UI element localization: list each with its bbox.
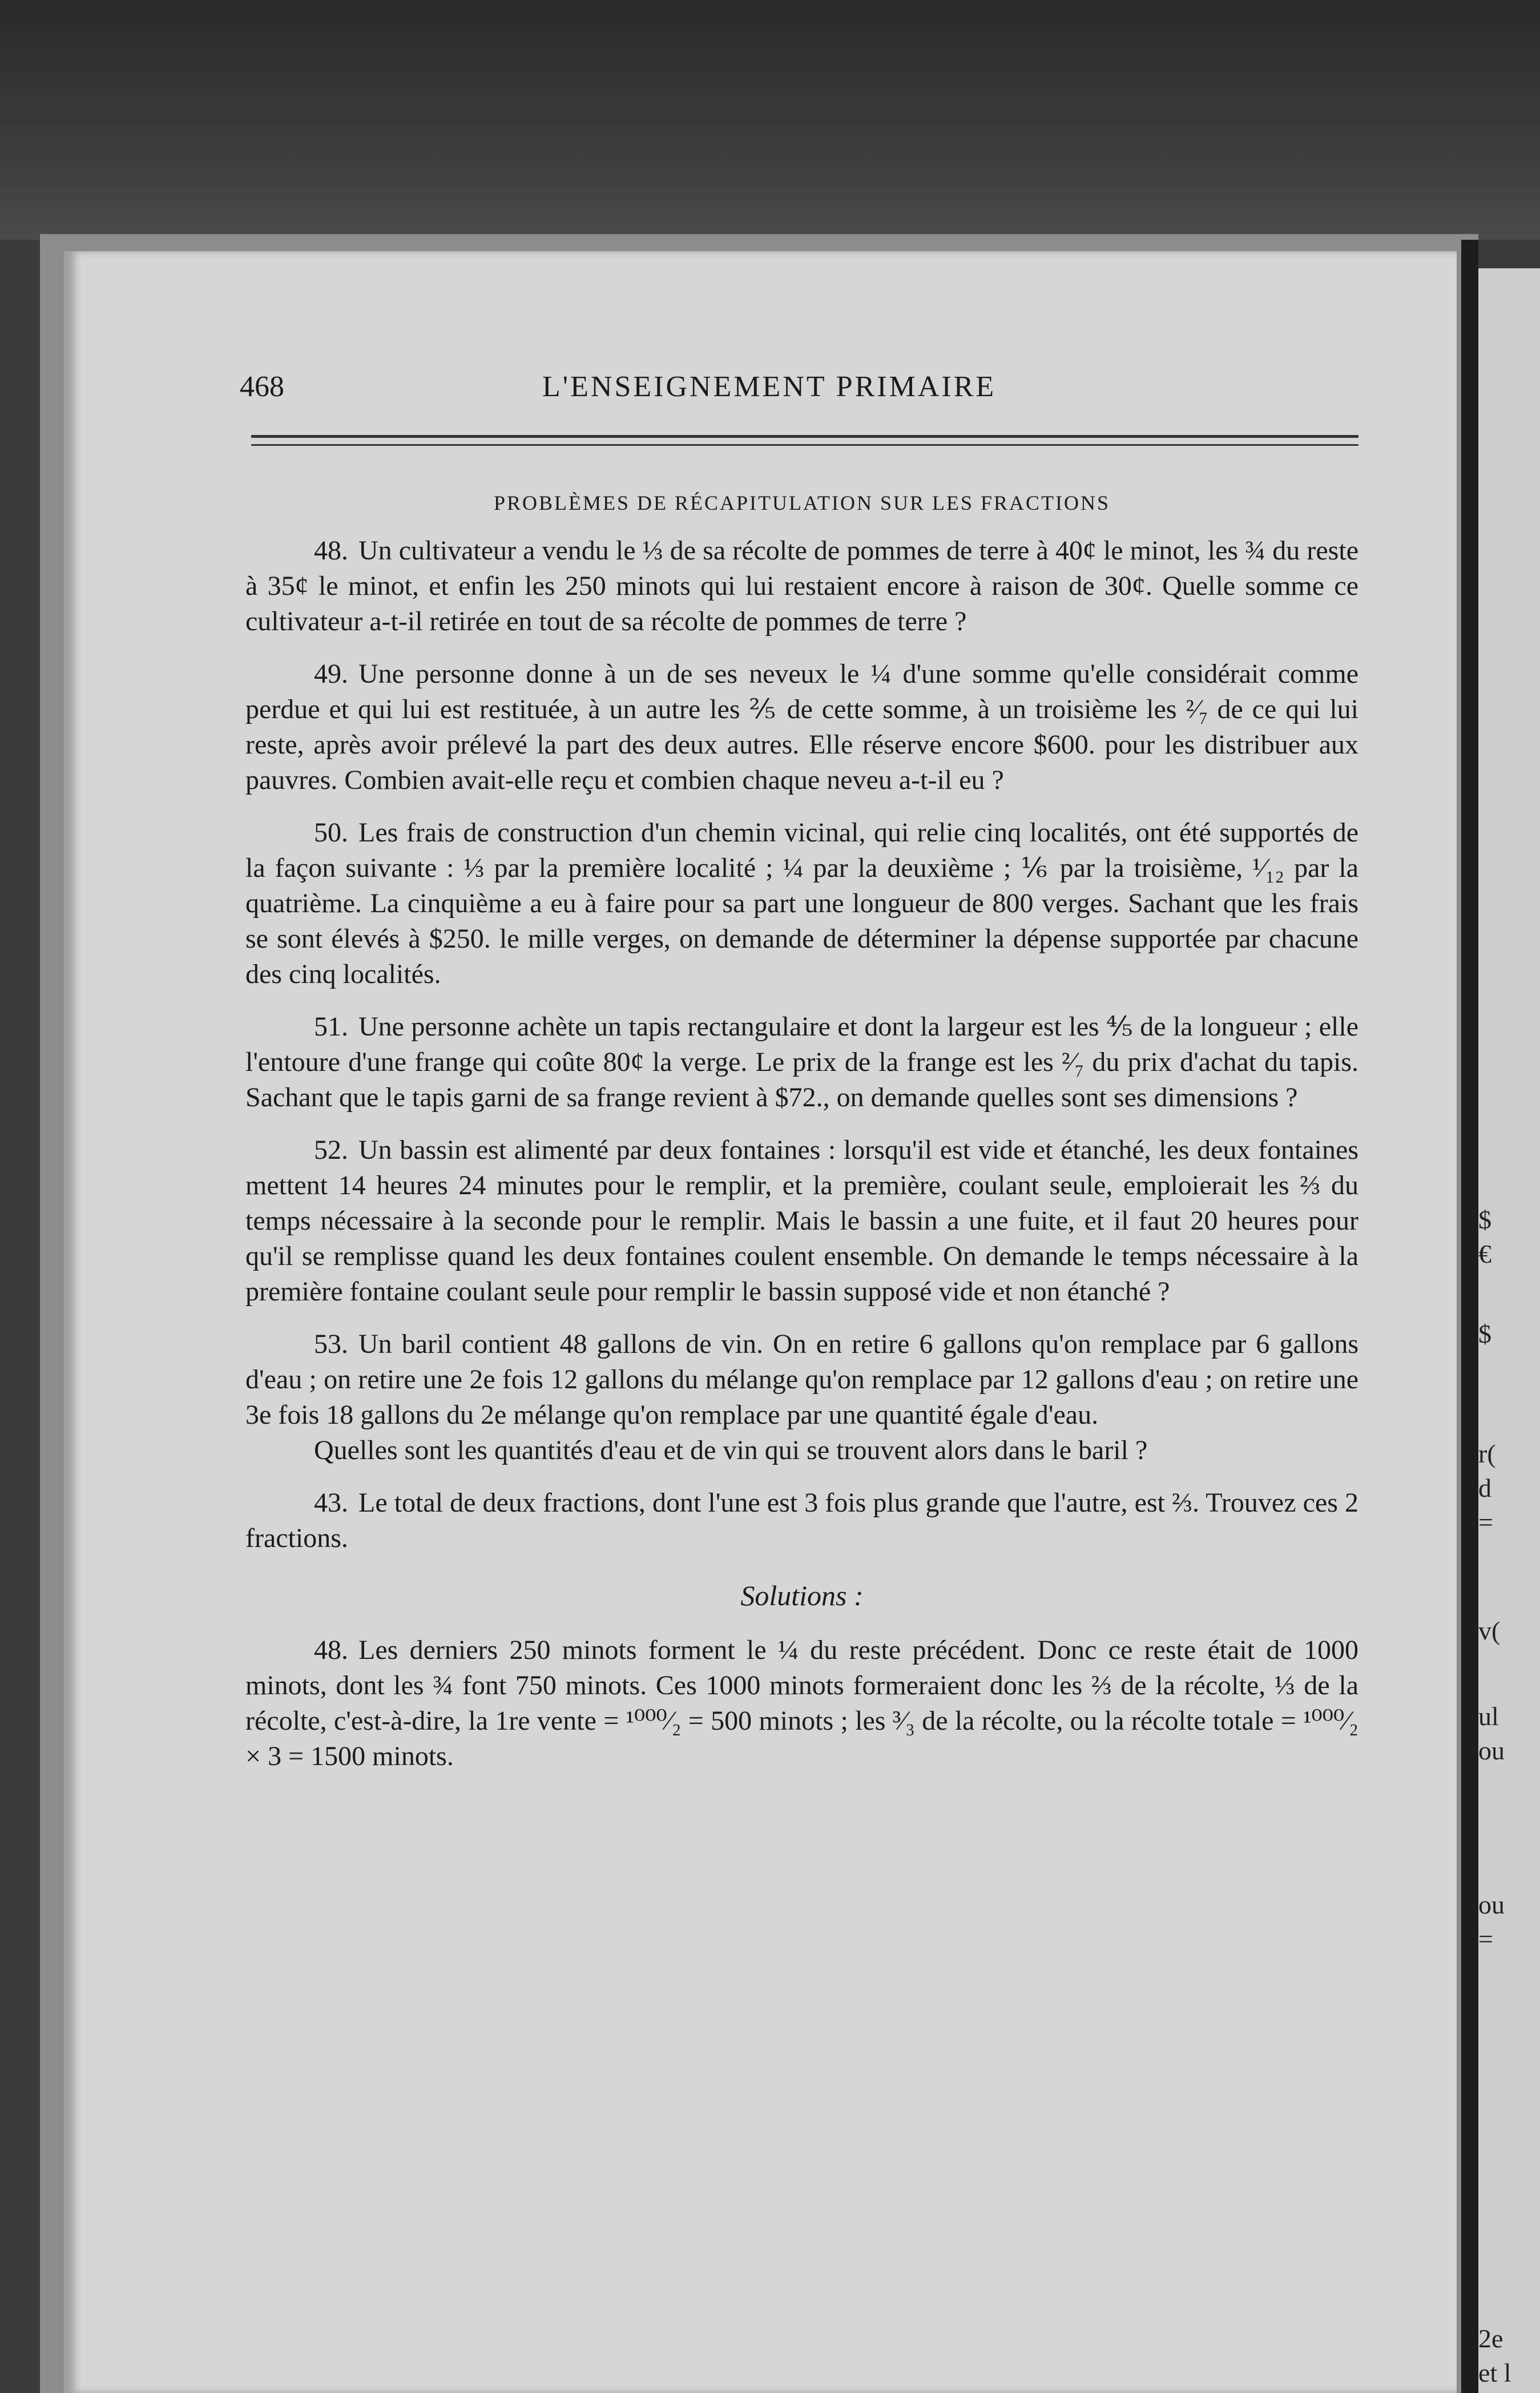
adjacent-fragment: v( xyxy=(1478,1616,1501,1645)
adjacent-fragment: $ xyxy=(1478,1319,1491,1348)
adjacent-fragment: ou xyxy=(1478,1890,1505,1919)
adjacent-fragment: 2e xyxy=(1478,2324,1503,2353)
adjacent-fragment: ul xyxy=(1478,1702,1499,1731)
adjacent-fragment: ou xyxy=(1478,1736,1505,1765)
problem-text: Un bassin est alimenté par deux fontaines : lorsqu'il est vide et étanché, les deux fontaines mettent 14 heures 24 minutes pour le remplir, et la première, coulant seule, emploierait les ⅔ du temps nécessaire à la seconde pour le remplir. Mais le bassin a une fuite, et il faut 20 heures pour qu'il se remplisse quand les deux fontaines coulent ensemble. On demande le temps nécessaire à la première fontaine coulant seule pour remplir le bassin supposé vide et non étanché ? xyxy=(245,1135,1358,1307)
problem-52 xyxy=(245,1133,1358,1310)
adjacent-fragment: r( xyxy=(1478,1439,1496,1468)
problem-text: Un cultivateur a vendu le ⅓ de sa récolte de pommes de terre à 40¢ le minot, les ¾ du reste à 35¢ le minot, et enfin les 250 minots qui lui restaient encore à raison de 30¢. Quelle somme ce cultivateur a-t-il retirée en tout de sa récolte de pommes de terre ? xyxy=(245,535,1358,636)
problem-text: Une personne donne à un de ses neveux le ¼ d'une somme qu'elle considérait comme perdue et qui lui est restituée, à un autre les ⅖ de cette somme, à un troisième les ²⁄₇ de ce qui lui reste, après avoir prélevé la part des deux autres. Elle réserve encore $600. pour les distribuer aux pauvres. Combien avait-elle reçu et combien chaque neveu a-t-il eu ? xyxy=(245,659,1358,795)
running-title: L'ENSEIGNEMENT PRIMAIRE xyxy=(542,370,997,403)
book-gutter xyxy=(1461,240,1478,2393)
problem-43 xyxy=(245,1485,1358,1556)
problem-50 xyxy=(245,815,1358,992)
problem-53-question xyxy=(245,1433,1358,1468)
solution-text: Les derniers 250 minots forment le ¼ du reste précédent. Donc ce reste était de 1000 minots, dont les ¾ font 750 minots. Ces 1000 minots formeraient donc les ⅔ de la récolte, ⅓ de la récolte, c'est-à-dire, la 1re vente = ¹⁰⁰⁰⁄₂ = 500 minots ; les ³⁄₃ de la récolte, ou la récolte totale = ¹⁰⁰⁰⁄₂ × 3 = 1500 minots. xyxy=(245,1635,1358,1771)
adjacent-fragment: d xyxy=(1478,1473,1491,1502)
problem-48 xyxy=(245,533,1358,639)
problem-number: 49. xyxy=(314,659,348,689)
problem-number: 50. xyxy=(314,817,348,848)
problem-text: Quelles sont les quantités d'eau et de vin qui se trouvent alors dans le baril ? xyxy=(314,1435,1148,1465)
problem-number: 48. xyxy=(314,535,348,566)
problem-number: 53. xyxy=(314,1329,348,1359)
problem-text: Une personne achète un tapis rectangulaire et dont la largeur est les ⅘ de la longueur ; elle l'entoure d'une frange qui coûte 80¢ la verge. Le prix de la frange est les ²⁄₇ du prix d'achat du tapis. Sachant que le tapis garni de sa frange revient à $72., on demande quelles sont ses dimensions ? xyxy=(245,1012,1358,1113)
problem-number: 51. xyxy=(314,1012,348,1042)
running-head xyxy=(240,370,1358,410)
header-rule xyxy=(251,435,1358,438)
adjacent-fragment: $ xyxy=(1478,1205,1491,1234)
adjacent-fragment: € xyxy=(1478,1239,1491,1268)
problem-number: 43. xyxy=(314,1488,348,1518)
page-number: 468 xyxy=(240,370,284,403)
problem-number: 52. xyxy=(314,1135,348,1165)
problem-text: Un baril contient 48 gallons de vin. On en retire 6 gallons qu'on remplace par 6 gallons d'eau ; on retire une 2e fois 12 gallons du mélange qu'on remplace par 12 gallons d'eau ; on retire une 3e fois 18 gallons du 2e mélange qu'on remplace par une quantité égale d'eau. xyxy=(245,1329,1358,1430)
header-rule xyxy=(251,444,1358,446)
problem-text: Le total de deux fractions, dont l'une est 3 fois plus grande que l'autre, est ⅔. Trouvez ces 2 fractions. xyxy=(245,1488,1358,1553)
solution-number: 48. xyxy=(314,1635,348,1665)
solutions-heading: Solutions : xyxy=(740,1580,864,1612)
problem-49 xyxy=(245,656,1358,798)
adjacent-fragment: = xyxy=(1478,1924,1493,1953)
section-heading: PROBLÈMES DE RÉCAPITULATION SUR LES FRACTIONS xyxy=(493,492,1111,514)
background-dark xyxy=(0,0,1540,240)
problem-51 xyxy=(245,1009,1358,1115)
adjacent-fragment: = xyxy=(1478,1508,1493,1537)
page-content xyxy=(245,474,1358,1791)
adjacent-page xyxy=(1478,268,1540,2393)
problem-text: Les frais de construction d'un chemin vicinal, qui relie cinq localités, ont été supportés de la façon suivante : ⅓ par la première localité ; ¼ par la deuxième ; ⅙ par la troisième, ¹⁄₁₂ par la quatrième. La cinquième a eu à faire pour sa part une longueur de 800 verges. Sachant que les frais se sont élevés à $250. le mille verges, on demande de déterminer la dépense supportée par chacune des cinq localités. xyxy=(245,817,1358,989)
problem-53 xyxy=(245,1327,1358,1433)
solution-48 xyxy=(245,1633,1358,1774)
adjacent-fragment: et l xyxy=(1478,2358,1511,2387)
